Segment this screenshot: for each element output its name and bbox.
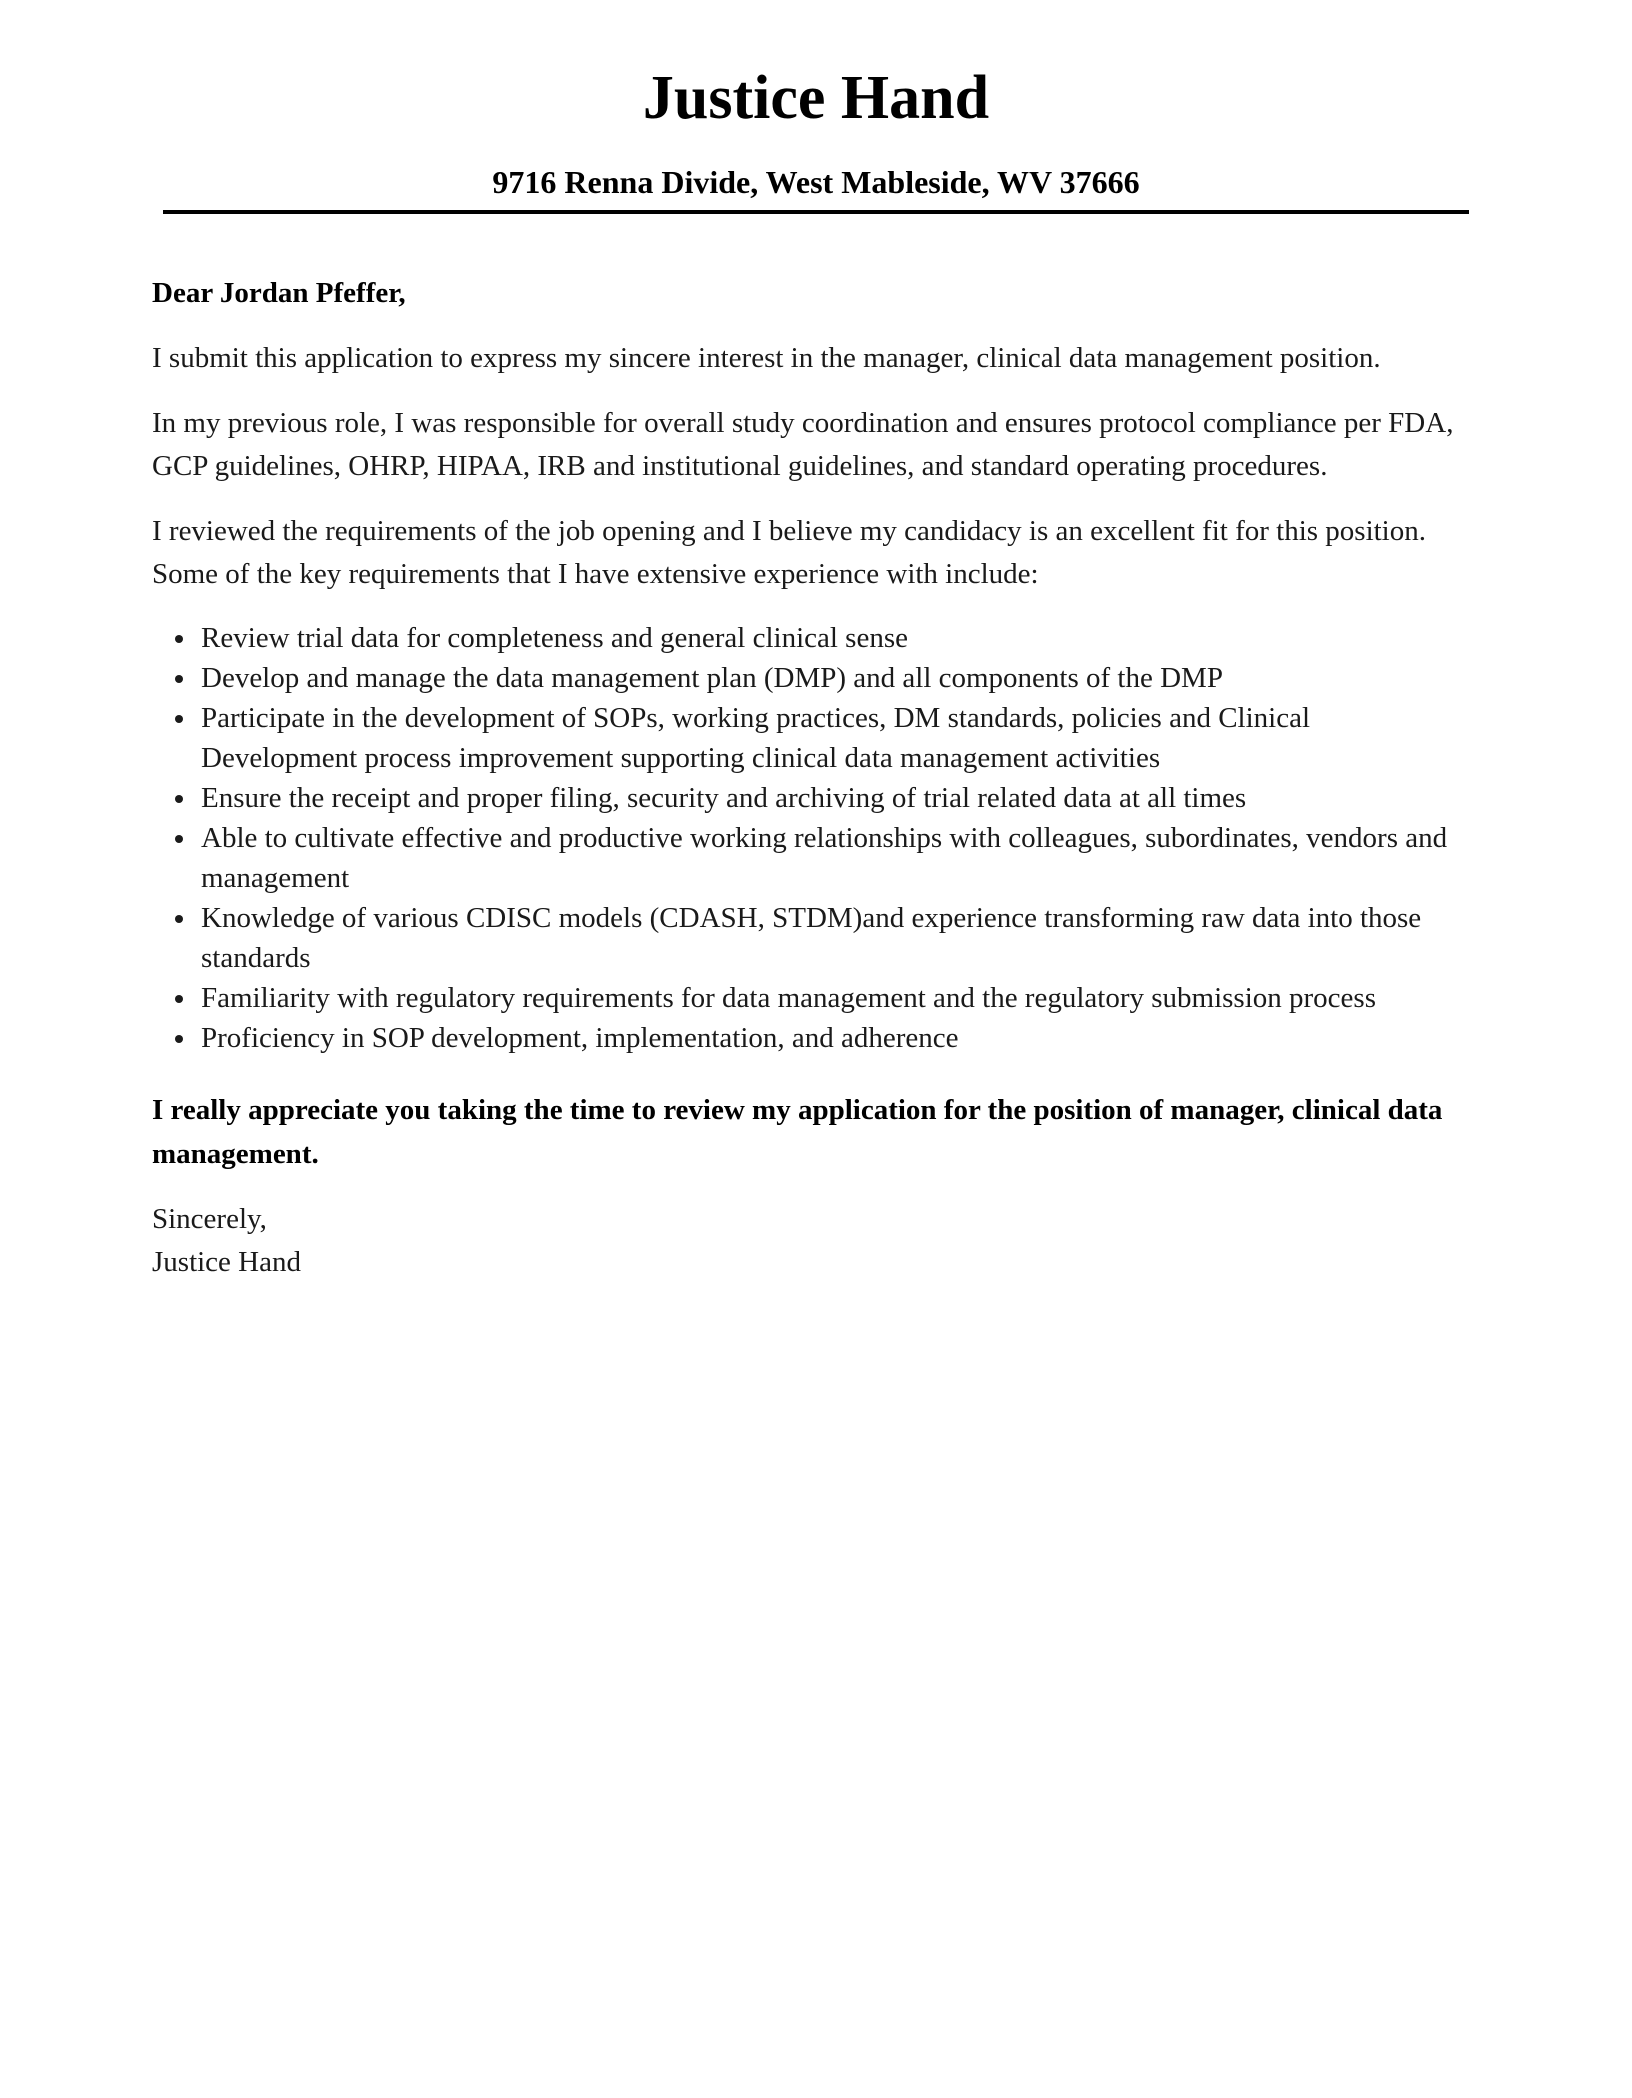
letter-header — [163, 58, 1469, 202]
signature-name: Justice Hand — [152, 1246, 301, 1278]
letter-body — [152, 272, 1472, 1284]
requirements-list — [152, 618, 1472, 1058]
list-item: Familiarity with regulatory requirements for data management and the regulatory submission process — [201, 978, 1472, 1018]
list-item: Review trial data for completeness and general clinical sense — [201, 618, 1472, 658]
list-item: Ensure the receipt and proper filing, security and archiving of trial related data at all times — [201, 778, 1472, 818]
list-item: Knowledge of various CDISC models (CDASH, STDM)and experience transforming raw data into those standards — [201, 898, 1472, 978]
closing-statement: I really appreciate you taking the time to review my application for the position of manager, clinical data management. — [152, 1094, 1443, 1170]
salutation: Dear Jordan Pfeffer, — [152, 277, 406, 309]
signoff-block — [152, 1198, 1472, 1284]
applicant-address: 9716 Renna Divide, West Mableside, WV 37666 — [492, 164, 1140, 200]
signoff-text: Sincerely, — [152, 1203, 267, 1235]
paragraph-intro: I submit this application to express my sincere interest in the manager, clinical data management position. — [152, 342, 1381, 374]
paragraph-experience: In my previous role, I was responsible for overall study coordination and ensures protocol compliance per FDA, GCP guidelines, OHRP, HIPAA, IRB and institutional guidelines, and standard operating procedures. — [152, 407, 1454, 482]
list-item: Able to cultivate effective and productive working relationships with colleagues, subordinates, vendors and management — [201, 818, 1472, 898]
applicant-name: Justice Hand — [642, 64, 990, 132]
header-divider — [163, 210, 1469, 214]
list-item: Proficiency in SOP development, implementation, and adherence — [201, 1018, 1472, 1058]
list-item: Participate in the development of SOPs, working practices, DM standards, policies and Clinical Development process improvement supporting clinical data management activities — [201, 698, 1472, 778]
paragraph-fit: I reviewed the requirements of the job opening and I believe my candidacy is an excellent fit for this position. Some of the key requirements that I have extensive experience with include: — [152, 515, 1426, 590]
list-item: Develop and manage the data management plan (DMP) and all components of the DMP — [201, 658, 1472, 698]
